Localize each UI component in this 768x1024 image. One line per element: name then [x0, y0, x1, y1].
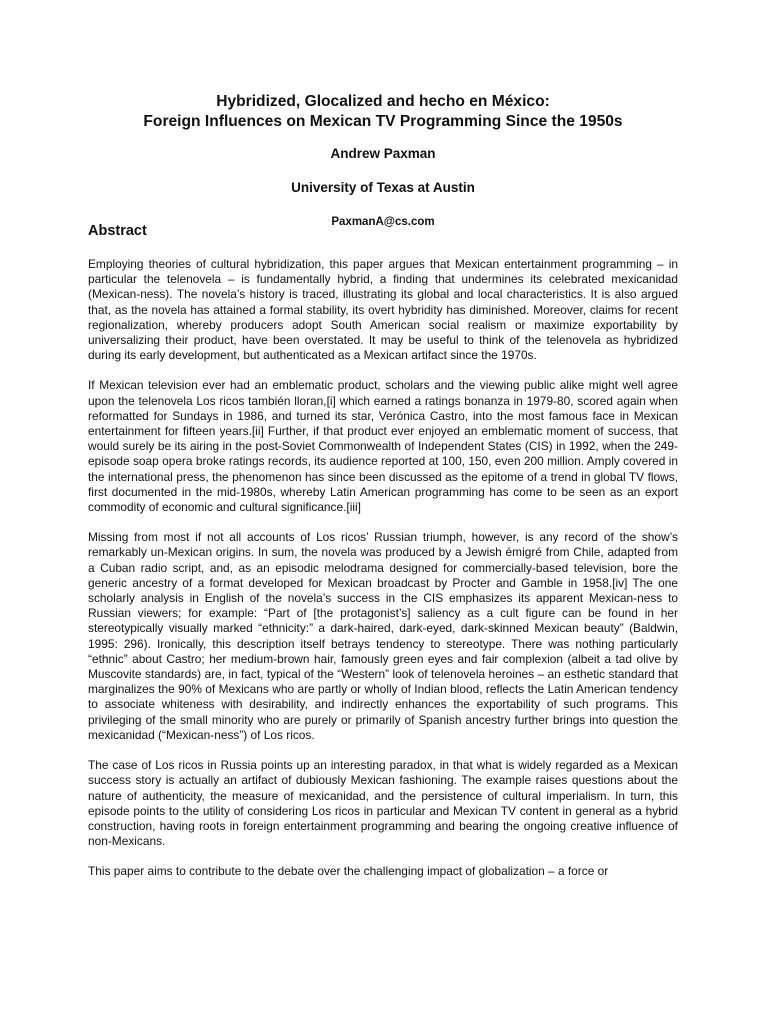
author-email: PaxmanA@cs.com — [331, 216, 435, 228]
paper-page — [88, 92, 678, 880]
author-name: Andrew Paxman — [330, 146, 436, 161]
title-line-2: Foreign Influences on Mexican TV Programming Since the 1950s — [143, 113, 623, 130]
author-affiliation: University of Texas at Austin — [291, 180, 475, 195]
body-paragraph-2: Missing from most if not all accounts of Los ricos’ Russian triumph, however, is any record of the show’s remarkably un-Mexican origins. In sum, the novela was produced by a Jewish émigré from Chile, adapted from a Cuban radio script, and, as an episodic melodrama designed for commercially-based television, bore the generic ancestry of a format developed for Mexican broadcast by Procter and Gamble in 1958.[iv] The one scholarly analysis in English of the novela’s success in the CIS emphasizes its apparent Mexican-ness to Russian viewers; for example: “Part of [the protagonist’s] saliency as a cult figure can be found in her stereotypically visually marked “ethnicity:” a dark-haired, dark-eyed, dark-skinned Mexican beauty” (Baldwin, 1995: 296). Ironically, this description itself betrays tendency to stereotype. There was nothing particularly “ethnic” about Castro; her medium-brown hair, famously green eyes and fair complexion (albeit a tad olive by Muscovite standards) are, in fact, typical of the “Western” look of telenovela heroines – an esthetic standard that marginalizes the 90% of Mexicans who are partly or wholly of Indian blood, reflects the Latin American tendency to associate whiteness with desirability, and indirectly enhances the exportability of such programs. This privileging of the small minority who are purely or primarily of Spanish ancestry further brings into question the mexicanidad (“Mexican-ness”) of Los ricos. — [88, 530, 678, 742]
body-paragraph-4: This paper aims to contribute to the debate over the challenging impact of globalization – a force or — [88, 864, 609, 879]
body-paragraph-3: The case of Los ricos in Russia points up an interesting paradox, in that what is widely regarded as a Mexican success story is actually an artifact of dubiously Mexican fashioning. The example raises questions about the nature of authenticity, the measure of mexicanidad, and the persistence of cultural imperialism. In turn, this episode points to the utility of considering Los ricos in particular and Mexican TV content in general as a hybrid construction, having roots in foreign entertainment programming and bearing the ongoing creative influence of non-Mexicans. — [88, 758, 678, 849]
title-line-1: Hybridized, Glocalized and hecho en México: — [216, 93, 550, 110]
body-paragraph-1: If Mexican television ever had an emblematic product, scholars and the viewing public alike might well agree upon the telenovela Los ricos también lloran,[i] which earned a ratings bonanza in 1979-80, scored again when reformatted for Sundays in 1986, and turned its star, Verónica Castro, into the most famous face in Mexican entertainment for fifteen years.[ii] Further, if that product ever enjoyed an emblematic moment of success, that would surely be its airing in the post-Soviet Commonwealth of Independent States (CIS) in 1992, when the 249-episode soap opera broke ratings records, its audience reported at 100, 150, even 200 million. Amply covered in the international press, the phenomenon has since been discussed as the epitome of a trend in global TV flows, first documented in the mid-1980s, whereby Latin American programming has come to be seen as an export commodity of economic and cultural significance.[iii] — [88, 378, 678, 515]
paper-title — [88, 92, 678, 132]
abstract-paragraph: Employing theories of cultural hybridization, this paper argues that Mexican entertainment programming – in particular the telenovela – is fundamentally hybrid, a finding that undermines its celebrated mexicanidad (Mexican-ness). The novela’s history is traced, illustrating its global and local characteristics. It is also argued that, as the novela has attained a formal stability, its overt hybridity has diminished. Moreover, claims for recent regionalization, whereby producers adopt South American social realism or maximize exportability by universalizing their product, have been overstated. It may be useful to think of the telenovela as hybridized during its early development, but authenticated as a Mexican artifact since the 1970s. — [88, 257, 678, 363]
abstract-heading: Abstract — [88, 223, 147, 239]
